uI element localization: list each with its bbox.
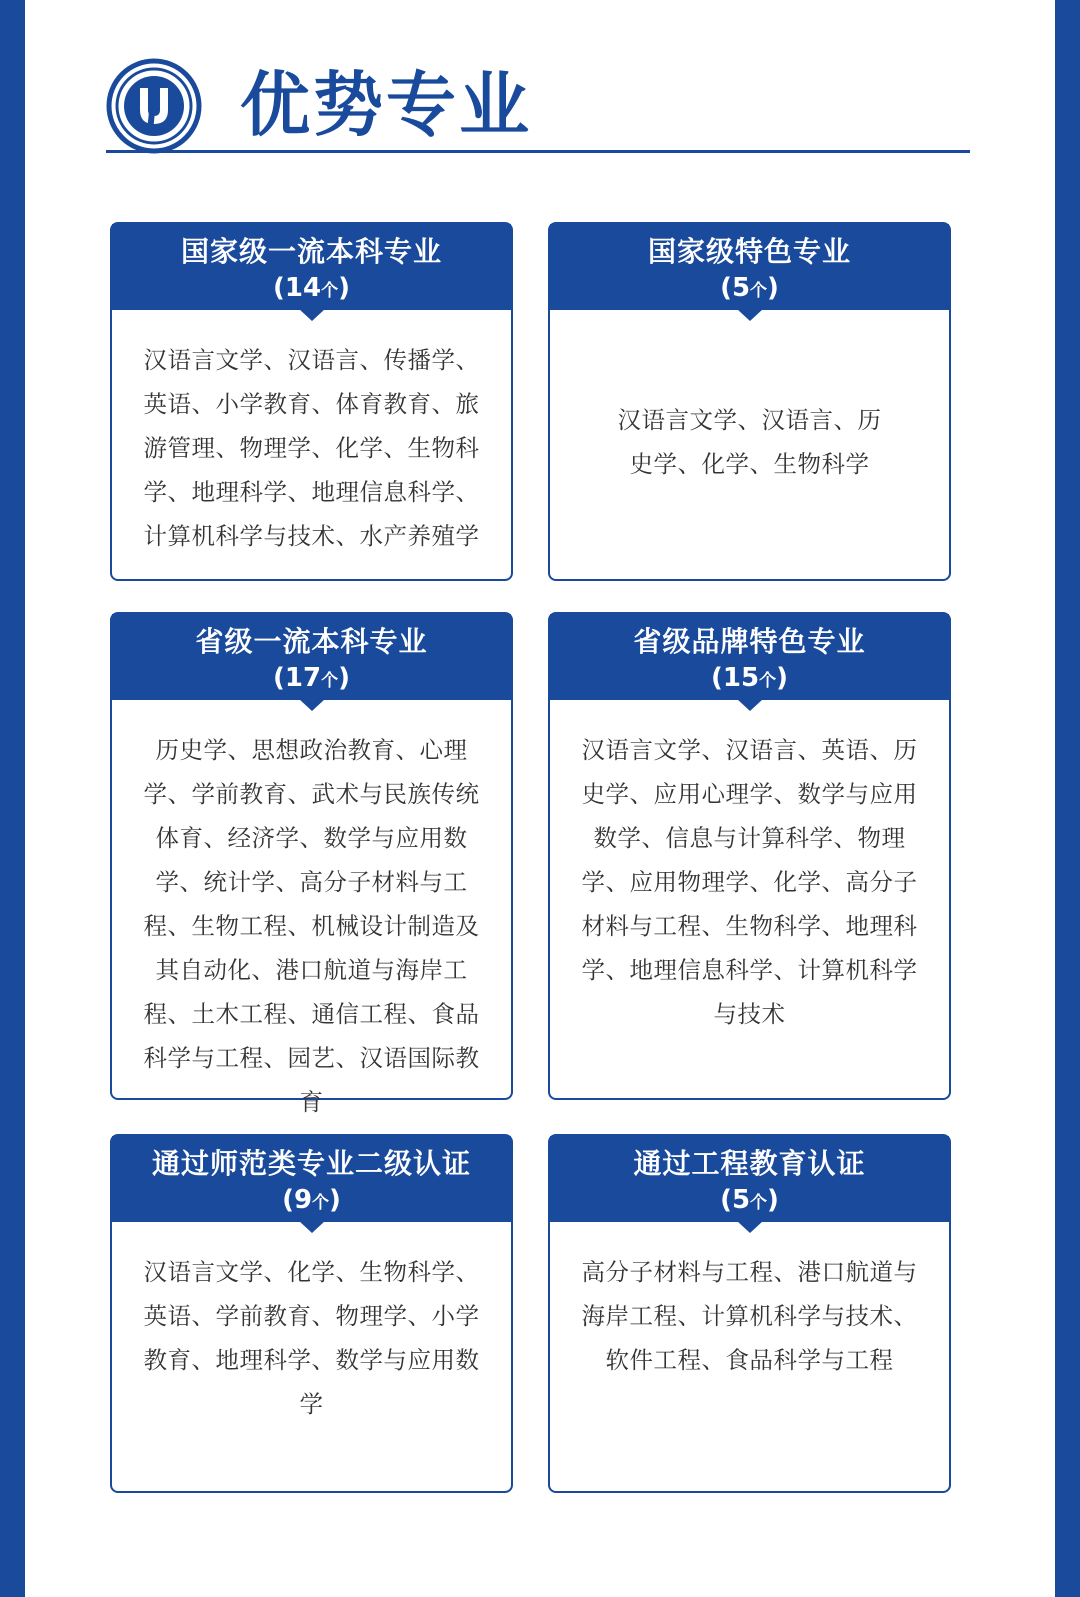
card-header [112, 614, 511, 700]
card-title: 省级一流本科专业 [195, 625, 428, 658]
count-value: 5 [731, 273, 751, 303]
page-header [106, 56, 970, 156]
count-value: 9 [293, 1185, 313, 1215]
count-unit: 个 [321, 281, 339, 301]
card-count: (14个) [273, 273, 350, 303]
card-title: 国家级一流本科专业 [180, 235, 442, 268]
card-body [112, 1222, 511, 1491]
count-value: 17 [284, 663, 322, 693]
card-header [112, 224, 511, 310]
major-list: 历史学、思想政治教育、心理学、学前教育、武术与民族传统体育、经济学、数学与应用数学、统计学、高分子材料与工程、生物工程、机械设计制造及其自动化、港口航道与海岸工程、土木工程、通信工程、食品科学与工程、园艺、汉语国际教育 [143, 736, 480, 1116]
card-national-first-class [110, 222, 513, 581]
card-title: 国家级特色专业 [647, 235, 851, 268]
major-list: 汉语言文学、汉语言、历史学、化学、生物科学 [617, 405, 882, 478]
card-count: (5个) [720, 1185, 779, 1215]
card-header [550, 224, 949, 310]
major-list: 汉语言文学、汉语言、传播学、英语、小学教育、体育教育、旅游管理、物理学、化学、生物科学、地理科学、地理信息科学、计算机科学与技术、水产养殖学 [143, 346, 480, 550]
card-body [550, 310, 949, 579]
count-unit: 个 [750, 281, 768, 301]
count-unit: 个 [312, 1193, 330, 1213]
card-title: 通过工程教育认证 [633, 1147, 866, 1180]
card-count: (15个) [711, 663, 788, 693]
count-value: 15 [722, 663, 760, 693]
header-divider [106, 150, 970, 153]
card-header [112, 1136, 511, 1222]
card-header [550, 614, 949, 700]
count-value: 14 [284, 273, 322, 303]
card-body [112, 700, 511, 1116]
major-list: 汉语言文学、汉语言、英语、历史学、应用心理学、数学与应用数学、信息与计算科学、物理学、应用物理学、化学、高分子材料与工程、生物科学、地理科学、地理信息科学、计算机科学与技术 [581, 736, 918, 1028]
university-logo-icon [106, 58, 202, 154]
card-count: (9个) [282, 1185, 341, 1215]
card-teacher-certification [110, 1134, 513, 1493]
card-national-featured [548, 222, 951, 581]
card-body [550, 1222, 949, 1491]
count-value: 5 [731, 1185, 751, 1215]
card-provincial-first-class [110, 612, 513, 1116]
major-list: 汉语言文学、化学、生物科学、英语、学前教育、物理学、小学教育、地理科学、数学与应用数学 [143, 1258, 480, 1418]
card-count: (17个) [273, 663, 350, 693]
card-count: (5个) [720, 273, 779, 303]
count-unit: 个 [321, 671, 339, 691]
right-border-bar [1055, 0, 1080, 1597]
left-border-bar [0, 0, 25, 1597]
count-unit: 个 [750, 1193, 768, 1213]
card-title: 通过师范类专业二级认证 [151, 1147, 471, 1180]
page-title: 优势专业 [240, 64, 532, 146]
card-header [550, 1136, 949, 1222]
card-body [550, 700, 949, 1098]
card-engineering-certification [548, 1134, 951, 1493]
card-title: 省级品牌特色专业 [633, 625, 866, 658]
card-provincial-brand [548, 612, 951, 1100]
card-body [112, 310, 511, 579]
count-unit: 个 [759, 671, 777, 691]
major-list: 高分子材料与工程、港口航道与海岸工程、计算机科学与技术、软件工程、食品科学与工程 [581, 1258, 918, 1374]
